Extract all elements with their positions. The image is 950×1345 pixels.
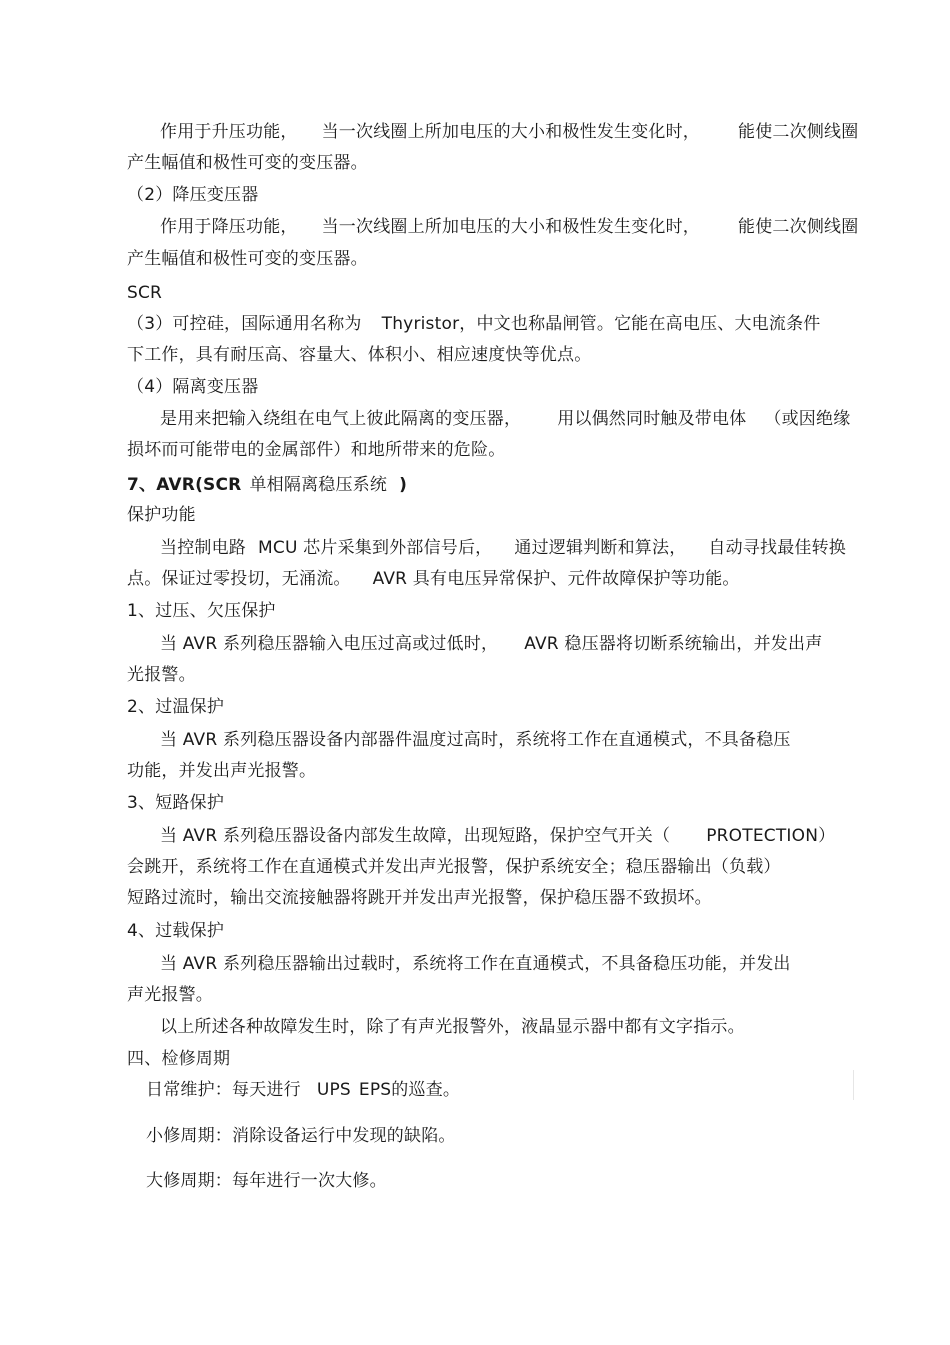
shortcircuit-line3: 短路过流时，输出交流接触器将跳开并发出声光报警，保护稳压器不致损坏。 bbox=[127, 888, 712, 908]
overload-heading: 4、过载保护 bbox=[127, 921, 225, 941]
overload-line2: 声光报警。 bbox=[127, 985, 213, 1005]
text-span: 点。保证过零投切，无涌流。 bbox=[127, 569, 351, 589]
stepup-description-line1 bbox=[160, 120, 858, 144]
overload-line1: 当 AVR 系列稳压器输出过载时，系统将工作在直通模式，不具备稳压功能，并发出 bbox=[160, 954, 791, 974]
text-span: 用以偶然同时触及带电体 bbox=[557, 409, 747, 429]
scr-description-line1 bbox=[127, 312, 820, 336]
stepup-description-line2: 产生幅值和极性可变的变压器。 bbox=[127, 153, 368, 173]
overvoltage-line2: 光报警。 bbox=[127, 665, 196, 685]
text-span: 当 AVR 系列稳压器设备内部发生故障，出现短路，保护空气开关（ bbox=[160, 826, 671, 846]
text-span: 当一次线圈上所加电压的大小和极性发生变化时， bbox=[321, 217, 701, 237]
overvoltage-heading: 1、过压、欠压保护 bbox=[127, 601, 276, 621]
scr-label: SCR bbox=[127, 283, 163, 303]
shortcircuit-line2: 会跳开，系统将工作在直通模式并发出声光报警，保护系统安全；稳压器输出（负载） bbox=[127, 857, 781, 877]
text-span: 通过逻辑判断和算法， bbox=[514, 538, 687, 558]
text-span: 当 AVR 系列稳压器输入电压过高或过低时， bbox=[160, 634, 499, 654]
margin-rule bbox=[853, 1070, 854, 1100]
text-span: PROTECTION） bbox=[706, 826, 836, 846]
overvoltage-line1 bbox=[160, 632, 822, 656]
isolation-description-line2: 损坏而可能带电的金属部件）和地所带来的危险。 bbox=[127, 440, 506, 460]
minor-repair-line: 小修周期：消除设备运行中发现的缺陷。 bbox=[146, 1126, 456, 1146]
maintenance-cycle-heading: 四、检修周期 bbox=[127, 1049, 231, 1069]
text-span: 7、AVR(SCR bbox=[127, 475, 242, 495]
shortcircuit-heading: 3、短路保护 bbox=[127, 793, 225, 813]
text-span: 单相隔离稳压系统 bbox=[249, 475, 388, 495]
scr-description-line2: 下工作，具有耐压高、容量大、体积小、相应速度快等优点。 bbox=[127, 345, 592, 365]
major-repair-line: 大修周期：每年进行一次大修。 bbox=[146, 1171, 387, 1191]
text-span: 能使二次侧线圈 bbox=[738, 217, 859, 237]
shortcircuit-line1 bbox=[160, 824, 835, 848]
avr-intro-line1 bbox=[160, 536, 846, 560]
text-span: AVR 稳压器将切断系统输出，并发出声 bbox=[524, 634, 823, 654]
text-span: EPS的巡查。 bbox=[358, 1080, 461, 1100]
text-span: UPS bbox=[316, 1080, 351, 1100]
isolation-description-line1 bbox=[160, 407, 850, 431]
isolation-heading: （4）隔离变压器 bbox=[127, 377, 259, 397]
avr-intro-line2 bbox=[127, 567, 740, 591]
text-span: MCU 芯片采集到外部信号后， bbox=[258, 538, 493, 558]
text-span: 当控制电路 bbox=[160, 538, 246, 558]
daily-maintenance-line bbox=[146, 1078, 460, 1102]
text-span: （或因绝缘 bbox=[764, 409, 851, 429]
stepdown-description-line2: 产生幅值和极性可变的变压器。 bbox=[127, 249, 368, 269]
text-span: AVR 具有电压异常保护、元件故障保护等功能。 bbox=[372, 569, 740, 589]
avr-section-heading bbox=[127, 473, 407, 497]
text-span: 自动寻找最佳转换 bbox=[708, 538, 846, 558]
text-span: Thyristor，中文也称晶闸管。它能在高电压、大电流条件 bbox=[381, 314, 821, 334]
text-span: 是用来把输入绕组在电气上彼此隔离的变压器， bbox=[160, 409, 522, 429]
overtemp-line1: 当 AVR 系列稳压器设备内部器件温度过高时，系统将工作在直通模式，不具备稳压 bbox=[160, 730, 791, 750]
text-span: 能使二次侧线圈 bbox=[738, 122, 859, 142]
overtemp-heading: 2、过温保护 bbox=[127, 697, 225, 717]
text-span: 当一次线圈上所加电压的大小和极性发生变化时， bbox=[321, 122, 701, 142]
overtemp-line2: 功能，并发出声光报警。 bbox=[127, 761, 317, 781]
text-span: 作用于降压功能， bbox=[160, 217, 298, 237]
text-span: ) bbox=[399, 475, 408, 495]
text-span: 日常维护：每天进行 bbox=[146, 1080, 301, 1100]
stepdown-description-line1 bbox=[160, 215, 858, 239]
stepdown-heading: （2）降压变压器 bbox=[127, 185, 259, 205]
text-span: 作用于升压功能， bbox=[160, 122, 298, 142]
fault-summary-line: 以上所述各种故障发生时，除了有声光报警外，液晶显示器中都有文字指示。 bbox=[160, 1017, 745, 1037]
protection-function-subheading: 保护功能 bbox=[127, 505, 196, 525]
text-span: （3）可控硅，国际通用名称为 bbox=[127, 314, 362, 334]
